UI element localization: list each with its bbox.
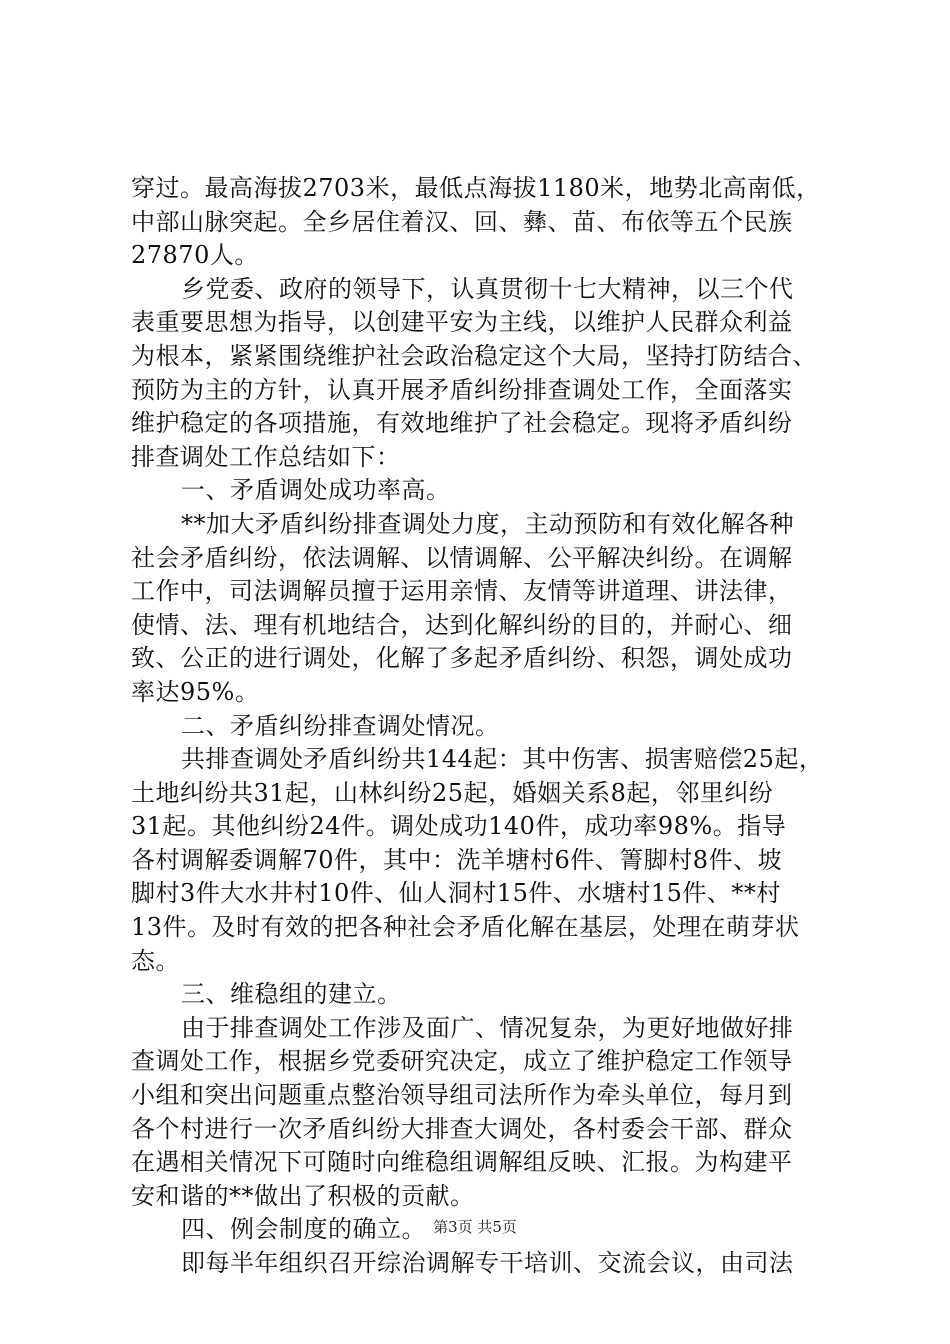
text-line: 预防为主的方针，认真开展矛盾纠纷排查调处工作，全面落实 [131,375,793,404]
text-line: 各村调解委调解70件，其中：洗羊塘村6件、箐脚村8件、坡 [131,845,783,874]
text-line: 维护稳定的各项措施，有效地维护了社会稳定。现将矛盾纠纷 [131,409,793,438]
text-line: 排查调处工作总结如下： [131,442,401,471]
text-line: 一、矛盾调处成功率高。 [181,476,451,505]
text-line: 31起。其他纠纷24件。调处成功140件，成功率98%。指导 [131,812,787,841]
text-line: 工作中，司法调解员擅于运用亲情、友情等讲道理、讲法律， [131,577,793,606]
text-line: 表重要思想为指导，以创建平安为主线，以维护人民群众利益 [131,308,793,337]
text-line: 率达95%。 [131,677,260,706]
text-line: 为根本，紧紧围绕维护社会政治稳定这个大局，坚持打防结合、 [131,341,817,370]
text-line: 四、例会制度的确立。 [181,1215,426,1244]
text-line: 二、矛盾纠纷排查调处情况。 [181,711,500,740]
text-line: 在遇相关情况下可随时向维稳组调解组反映、汇报。为构建平 [131,1148,793,1177]
text-line: 社会矛盾纠纷，依法调解、以情调解、公平解决纠纷。在调解 [131,543,793,572]
text-line: 使情、法、理有机地结合，达到化解纠纷的目的，并耐心、细 [131,610,793,639]
text-line: 13件。及时有效的把各种社会矛盾化解在基层，处理在萌芽状 [131,913,800,942]
text-line: 穿过。最高海拔2703米，最低点海拔1180米，地势北高南低， [131,174,821,202]
text-line: 致、公正的进行调处，化解了多起矛盾纠纷、积怨，调处成功 [131,644,793,673]
text-line: 由于排查调处工作涉及面广、情况复杂，为更好地做好排 [181,1013,794,1042]
text-line: 安和谐的**做出了积极的贡献。 [131,1181,475,1210]
text-line: **加大矛盾纠纷排查调处力度，主动预防和有效化解各种 [181,509,794,538]
text-line: 共排查调处矛盾纠纷共144起：其中伤害、损害赔偿25起， [181,745,824,774]
text-line: 小组和突出问题重点整治领导组司法所作为牵头单位，每月到 [131,1081,793,1110]
text-line: 各个村进行一次矛盾纠纷大排查大调处，各村委会干部、群众 [131,1114,793,1143]
text-line: 脚村3件大水井村10件、仙人洞村15件、水塘村15件、**村 [131,879,781,908]
text-line: 中部山脉突起。全乡居住着汉、回、彝、苗、布依等五个民族 [131,207,793,236]
text-line: 三、维稳组的建立。 [181,980,402,1009]
text-line: 态。 [131,946,180,975]
text-line: 即每半年组织召开综治调解专干培训、交流会议，由司法 [181,1249,794,1277]
text-line: 土地纠纷共31起，山林纠纷25起，婚姻关系8起，邻里纠纷 [131,778,774,807]
text-line: 乡党委、政府的领导下，认真贯彻十七大精神，以三个代 [181,274,794,303]
page-footer: 第3页 共5页 [433,1218,517,1236]
document-body [131,172,831,1281]
text-line: 27870人。 [131,241,259,270]
text-line: 查调处工作，根据乡党委研究决定，成立了维护稳定工作领导 [131,1047,793,1076]
